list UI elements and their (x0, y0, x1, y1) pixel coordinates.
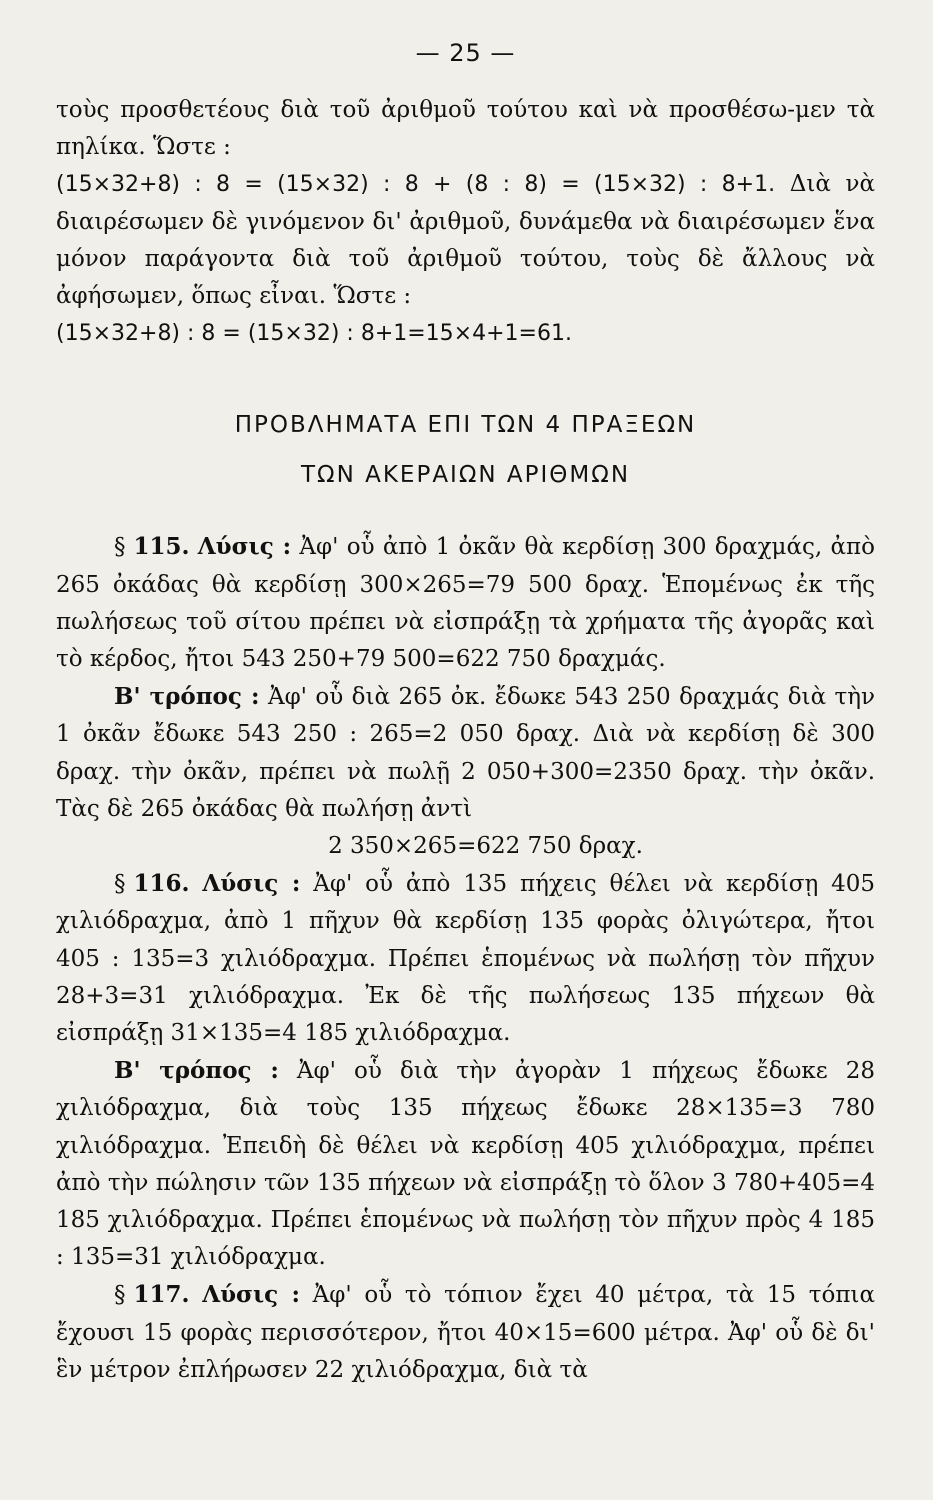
problem-116-alt-text: Ἀφ' οὗ διὰ τὴν ἀγορὰν 1 πήχεως ἔδωκε 28 χιλιόδραχμα, διὰ τοὺς 135 πήχεως ἔδωκε 28×135=3 780 χιλιόδραχμα. Ἐπειδὴ δὲ θέλει νὰ κερδίσῃ 405 χιλιόδραχμα, πρέπει ἀπὸ τὴν πώλησιν τῶν 135 πήχεων νὰ εἰσπράξῃ τὸ ὅλον 3 780+405=4 185 χιλιόδραχμα. Πρέπει ἑπομένως νὰ πωλήσῃ τὸν πῆχυν πρὸς 4 185 : 135=31 χιλιόδραχμα. (56, 1058, 876, 1271)
problem-115-alt (56, 678, 875, 828)
problem-117-number: 117. (133, 1281, 190, 1309)
intro-line1: τοὺς προσθετέους διὰ τοῦ ἀριθμοῦ τούτου καὶ νὰ προσθέσω-μεν τὰ πηλίκα. Ὥστε : (56, 97, 875, 161)
problem-117 (56, 1276, 875, 1389)
problem-116-number: 116. (133, 870, 190, 898)
section-sign: § (114, 1282, 126, 1309)
intro-formula-2: (15×32+8) : 8 = (15×32) : 8+1=15×4+1=61. (56, 321, 572, 347)
heading-line-2: ΤΩΝ ΑΚΕΡΑΙΩΝ ΑΡΙΘΜΩΝ (300, 462, 631, 489)
problem-116 (56, 865, 875, 1052)
intro-paragraph (56, 92, 875, 166)
problem-115-alt-text: Ἀφ' οὗ διὰ 265 ὀκ. ἔδωκε 543 250 δραχμάς διὰ τὴν 1 ὀκᾶν ἔδωκε 543 250 : 265=2 050 δραχ. Διὰ νὰ κερδίσῃ δὲ 300 δραχ. τὴν ὀκᾶν, πρέπει νὰ πωλῇ 2 050+300=2350 δραχ. τὴν ὀκᾶν. Τὰς δὲ 265 ὀκάδας θὰ πωλήσῃ ἀντὶ (56, 684, 876, 822)
intro-formula-1: (15×32+8) : 8 = (15×32) : 8 + (8 : 8) = (15×32) : 8+1. (56, 172, 776, 198)
problem-115-number: 115. (133, 533, 190, 561)
section-sign: § (114, 534, 126, 561)
problem-116-text: Ἀφ' οὗ ἀπὸ 135 πήχεις θέλει νὰ κερδίσῃ 405 χιλιόδραχμα, ἀπὸ 1 πῆχυν θὰ κερδίσῃ 135 φορὰς ὀλιγώτερα, ἤτοι 405 : 135=3 χιλιόδραχμα. Πρέπει ἑπομένως νὰ πωλήσῃ τὸν πῆχυν 28+3=31 χιλιόδραχμα. Ἐκ δὲ τῆς πωλήσεως 135 πήχεων θὰ εἰσπράξῃ 31×135=4 185 χιλιόδραχμα. (56, 871, 875, 1047)
section-heading (56, 400, 875, 500)
page-number: — 25 — (415, 39, 516, 67)
heading-line-1: ΠΡΟΒΛΗΜΑΤΑ ΕΠΙ ΤΩΝ 4 ΠΡΑΞΕΩΝ (234, 412, 697, 439)
problem-117-label: Λύσις : (202, 1281, 300, 1309)
problem-115-alt-result: 2 350×265=622 750 δραχ. (328, 833, 643, 860)
section-sign: § (114, 871, 126, 898)
problem-115-alt-label: Β' τρόπος : (114, 683, 260, 711)
problem-117-text: Ἀφ' οὗ τὸ τόπιον ἔχει 40 μέτρα, τὰ 15 τόπια ἔχουσι 15 φορὰς περισσότερον, ἤτοι 40×15=600 μέτρα. Ἀφ' οὗ δὲ δι' ἓν μέτρον ἐπλήρωσεν 22 χιλιόδραχμα, διὰ τὰ (56, 1282, 875, 1383)
problem-116-alt (56, 1052, 875, 1276)
problem-115-label: Λύσις : (197, 533, 292, 561)
problem-115 (56, 528, 875, 678)
problem-116-alt-label: Β' τρόπος : (114, 1057, 279, 1085)
problem-115-text: Ἀφ' οὗ ἀπὸ 1 ὀκᾶν θὰ κερδίσῃ 300 δραχμάς, ἀπὸ 265 ὀκάδας θὰ κερδίσῃ 300×265=79 500 δραχ. Ἑπομένως ἐκ τῆς πωλήσεως τοῦ σίτου πρέπει νὰ εἰσπράξῃ τὰ χρήματα τῆς ἀγορᾶς καὶ τὸ κέρδος, ἤτοι 543 250+79 500=622 750 δραχμάς. (56, 534, 875, 673)
problem-116-label: Λύσις : (202, 870, 301, 898)
intro-text-2: Διὰ νὰ διαιρέσωμεν δὲ γινόμενον δι' ἀριθμοῦ, δυνάμεθα νὰ διαιρέσωμεν ἕνα μόνον παράγοντα διὰ τοῦ ἀριθμοῦ τούτου, τοὺς δὲ ἄλλους νὰ ἀφήσωμεν, ὅπως εἶναι. Ὥστε : (56, 171, 876, 310)
intro-formula-paragraph (56, 166, 875, 315)
